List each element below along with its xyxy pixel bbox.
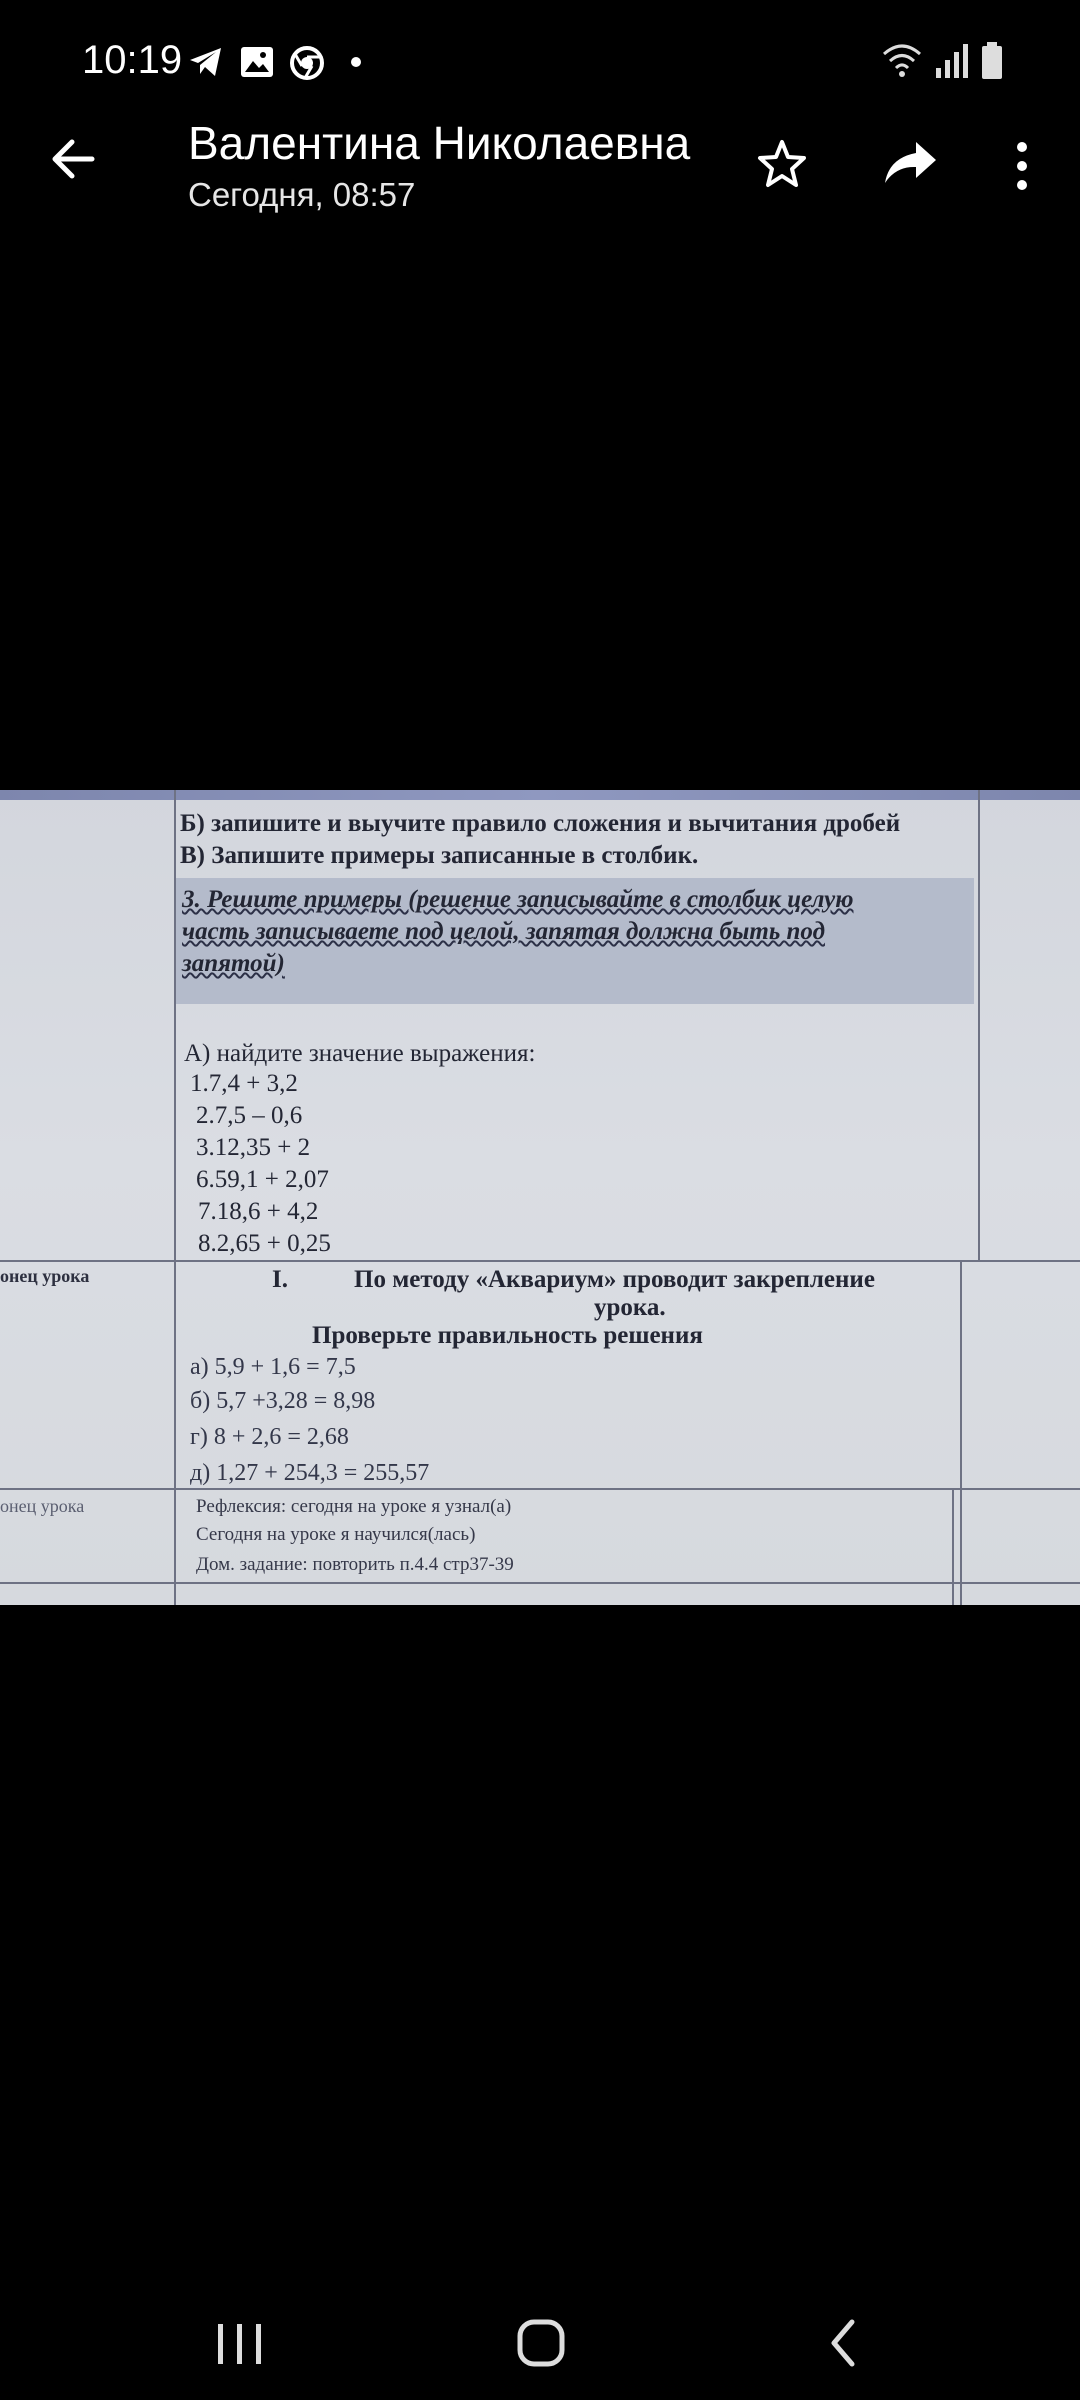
answer-b: б) 5,7 +3,28 = 8,98: [190, 1388, 376, 1414]
status-bar: [0, 0, 1080, 120]
answer-d: д) 1,27 + 254,3 = 255,57: [190, 1460, 430, 1486]
table-divider: [952, 1488, 954, 1605]
method-line-2: урока.: [594, 1294, 666, 1321]
expression-3: 3.12,35 + 2: [196, 1134, 311, 1161]
row-label-end-of-lesson: онец урока: [0, 1266, 90, 1286]
reflection-line-1: Рефлексия: сегодня на уроке я узнал(а): [196, 1496, 512, 1517]
expression-2: 2.7,5 – 0,6: [196, 1102, 303, 1129]
task3-line-2: часть записываете под целой, запятая должна быть под: [182, 918, 825, 945]
telegram-icon: [188, 46, 224, 78]
task3-line-3: запятой): [182, 950, 285, 977]
notification-dot-icon: [350, 56, 362, 68]
home-icon[interactable]: [516, 2318, 566, 2368]
table-divider: [174, 790, 176, 1605]
app-bar: [0, 110, 1080, 220]
method-line-1: [354, 1266, 875, 1294]
message-timestamp: Сегодня, 08:57: [188, 176, 416, 213]
answer-a: а) 5,9 + 1,6 = 7,5: [190, 1354, 356, 1380]
back-arrow-icon[interactable]: [48, 134, 98, 184]
part-a-label: А) найдите значение выражения:: [184, 1040, 536, 1067]
method-text: По методу «Аквариум» проводит закрепление: [354, 1266, 875, 1293]
expression-1: 1.7,4 + 3,2: [190, 1070, 298, 1097]
recent-apps-icon[interactable]: [214, 2322, 266, 2366]
battery-icon: [980, 42, 1004, 80]
expression-8: 8.2,65 + 0,25: [198, 1230, 331, 1257]
navigation-bar: [0, 2280, 1080, 2400]
star-icon[interactable]: [756, 138, 808, 190]
back-icon[interactable]: [826, 2318, 860, 2368]
sender-name: Валентина Николаевна: [188, 117, 691, 169]
status-time: 10:19: [82, 38, 183, 82]
share-icon[interactable]: [882, 140, 938, 186]
photo-top-edge: [0, 790, 1080, 800]
table-divider: [0, 1582, 1080, 1584]
rule-line-b: Б) запишите и выучите правило сложения и вычитания дробей: [180, 810, 901, 837]
table-divider: [0, 1488, 1080, 1490]
wifi-icon: [882, 42, 922, 80]
message-photo[interactable]: [0, 790, 1080, 1605]
signal-icon: [934, 42, 970, 80]
table-divider: [978, 790, 980, 1260]
table-divider: [0, 1260, 1080, 1262]
rule-line-v: В) Запишите примеры записанные в столбик.: [180, 842, 699, 869]
chrome-icon: [290, 46, 324, 80]
more-vertical-icon[interactable]: [1012, 140, 1032, 192]
table-divider: [960, 1260, 962, 1605]
row-label-end-of-lesson-2: онец урока: [0, 1496, 85, 1516]
reflection-line-2: Сегодня на уроке я научился(лась): [196, 1524, 476, 1545]
expression-7: 7.18,6 + 4,2: [198, 1198, 319, 1225]
check-heading: Проверьте правильность решения: [312, 1322, 703, 1349]
task3-line-1: 3. Решите примеры (решение записывайте в столбик целую: [182, 886, 854, 913]
gallery-icon: [240, 46, 274, 78]
expression-6: 6.59,1 + 2,07: [196, 1166, 329, 1193]
answer-g: г) 8 + 2,6 = 2,68: [190, 1424, 349, 1450]
roman-numeral: I.: [272, 1266, 288, 1293]
homework-line: Дом. задание: повторить п.4.4 стр37-39: [196, 1554, 514, 1575]
